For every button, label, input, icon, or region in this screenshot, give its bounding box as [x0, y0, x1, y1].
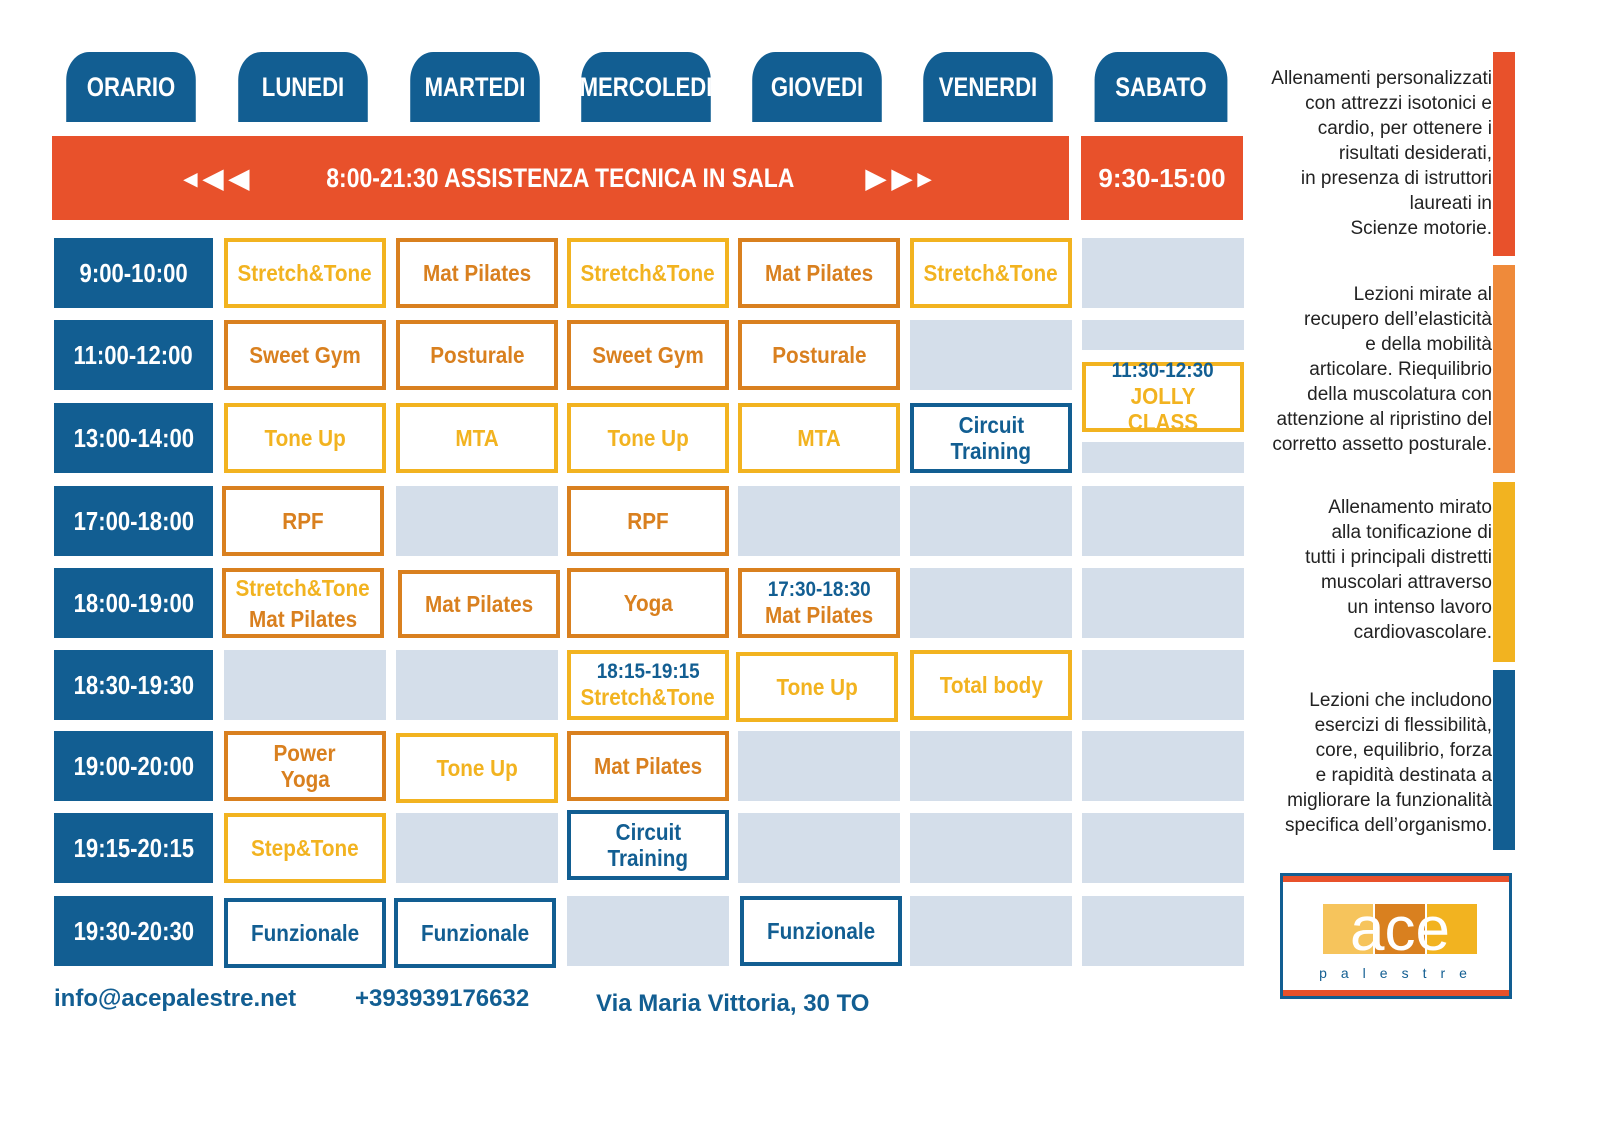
class-stretch-tone: [567, 238, 729, 308]
footer-address: Via Maria Vittoria, 30 TO: [596, 990, 870, 1017]
accent-bar-red: [1493, 52, 1515, 256]
footer-email[interactable]: info@acepalestre.net: [54, 985, 297, 1012]
class-label: Funzionale: [420, 920, 530, 946]
class-label: Posturale: [771, 342, 867, 368]
description-line: specifica dell’organismo.: [1285, 815, 1492, 836]
time-label: 18:00-19:00: [73, 587, 194, 618]
empty-cell: [1082, 568, 1244, 638]
description-line: cardiovascolare.: [1353, 622, 1492, 643]
header-day-venerdi: [923, 52, 1053, 122]
empty-cell: [1082, 320, 1244, 350]
empty-cell: [1082, 238, 1244, 308]
class-tone-up: [396, 733, 558, 803]
empty-cell: [910, 896, 1072, 966]
class-power-yoga: [224, 731, 386, 801]
class-label: Stretch&Tone: [923, 260, 1059, 286]
empty-cell: [910, 486, 1072, 556]
class-stretch-tone: [224, 238, 386, 308]
time-slot: [54, 403, 213, 473]
time-slot: [54, 568, 213, 638]
class-stretch-tone: [567, 650, 729, 720]
class-label: Posturale: [429, 342, 525, 368]
class-stretch-tone: [910, 238, 1072, 308]
class-tone-up: [736, 652, 898, 722]
class-label: Step&Tone: [251, 835, 359, 861]
class-sweet-gym: [224, 320, 386, 390]
empty-cell: [567, 896, 729, 966]
class-label: Yoga: [280, 766, 330, 792]
class-funzionale: [740, 896, 902, 966]
class-step-tone: [224, 813, 386, 883]
ace-logo-icon: [1283, 876, 1509, 996]
class-label: Circuit: [615, 819, 681, 845]
header-day-label: MARTEDI: [424, 71, 526, 102]
ace-palestre-logo: [1280, 873, 1512, 999]
empty-cell: [910, 568, 1072, 638]
empty-cell: [396, 650, 558, 720]
class-label: Mat Pilates: [764, 602, 874, 628]
description-line: alla tonificazione di: [1331, 522, 1492, 543]
class-label: Funzionale: [766, 918, 876, 944]
time-slot: [54, 650, 213, 720]
class-label: Mat Pilates: [248, 605, 358, 632]
description-line: articolare. Riequilibrio: [1309, 359, 1492, 380]
description-functional: [1262, 688, 1492, 838]
header-day-sabato: [1095, 52, 1228, 122]
class-mat-pilates: [396, 238, 558, 308]
header-day-label: GIOVEDI: [770, 71, 864, 102]
empty-cell: [1082, 731, 1244, 801]
time-label: 13:00-14:00: [73, 422, 194, 453]
class-label: Mat Pilates: [422, 260, 532, 286]
class-label: Tone Up: [607, 425, 689, 451]
class-label: Training: [950, 438, 1032, 464]
description-line: muscolari attraverso: [1320, 572, 1492, 593]
description-line: e rapidità destinata a: [1315, 765, 1492, 786]
header-day-giovedi: [752, 52, 882, 122]
time-label: 17:00-18:00: [73, 505, 194, 536]
class-total-body: [910, 650, 1072, 720]
class-rpf: [567, 486, 729, 556]
description-line: laureati in: [1409, 193, 1492, 214]
empty-cell: [1082, 486, 1244, 556]
description-line: core, equilibrio, forza: [1315, 740, 1492, 761]
description-line: Scienze motorie.: [1350, 218, 1492, 239]
time-slot: [54, 238, 213, 308]
header-day-label: SABATO: [1115, 71, 1207, 102]
class-label: JOLLY CLASS: [1127, 383, 1199, 435]
class-label: Sweet Gym: [249, 342, 361, 368]
time-label: 19:15-20:15: [73, 832, 194, 863]
description-toning: [1262, 495, 1492, 645]
class-label: Training: [607, 845, 689, 871]
class-sweet-gym: [567, 320, 729, 390]
class-label: Mat Pilates: [593, 753, 703, 779]
empty-cell: [910, 320, 1072, 390]
assistance-banner: [52, 136, 1069, 220]
header-day-label: VENERDI: [938, 71, 1038, 102]
header-day-mercoledi: [581, 52, 711, 122]
class-mat-pilates: [398, 570, 560, 638]
class-label: Funzionale: [250, 920, 360, 946]
description-line: tutti i principali distretti: [1305, 547, 1492, 568]
logo-brand: ace: [1350, 895, 1450, 964]
class-mta: [396, 403, 558, 473]
right-arrows-icon: ▶▶▸: [865, 162, 937, 193]
time-slot: [54, 731, 213, 801]
description-line: Lezioni mirate al: [1353, 284, 1492, 305]
description-posture: [1262, 282, 1492, 457]
description-line: migliorare la funzionalità: [1287, 790, 1492, 811]
description-line: Lezioni che includono: [1309, 690, 1492, 711]
empty-cell: [396, 813, 558, 883]
empty-cell: [910, 813, 1072, 883]
header-orario: [66, 52, 196, 122]
description-line: recupero dell’elasticità: [1304, 309, 1492, 330]
class-label: Total body: [939, 672, 1043, 698]
class-label: Mat Pilates: [424, 591, 534, 617]
header-day-label: MERCOLEDI: [579, 71, 713, 102]
accent-bar-blue: [1493, 670, 1515, 850]
description-line: un intenso lavoro: [1347, 597, 1492, 618]
class-label: Power: [273, 740, 337, 766]
description-line: corretto assetto posturale.: [1272, 434, 1492, 455]
left-arrows-icon: ◂◀◀: [184, 162, 256, 193]
time-label: 19:30-20:30: [73, 915, 194, 946]
class-posturale: [396, 320, 558, 390]
empty-cell: [738, 813, 900, 883]
header-orario-label: ORARIO: [86, 71, 176, 102]
empty-cell: [738, 731, 900, 801]
empty-cell: [738, 486, 900, 556]
accent-bar-orange: [1493, 265, 1515, 473]
time-slot: [54, 320, 213, 390]
empty-cell: [910, 731, 1072, 801]
accent-bar-yellow: [1493, 482, 1515, 662]
class-mat-pilates: [738, 568, 900, 638]
class-label: Circuit: [958, 412, 1024, 438]
class-funzionale: [224, 898, 386, 968]
class-label: Stretch&Tone: [237, 260, 373, 286]
class-label: MTA: [797, 425, 841, 451]
empty-cell: [1082, 813, 1244, 883]
empty-cell: [1082, 896, 1244, 966]
class-label: Stretch&Tone: [580, 684, 716, 710]
class-label: Sweet Gym: [592, 342, 704, 368]
footer-phone[interactable]: +393939176632: [355, 985, 530, 1012]
time-label: 18:30-19:30: [73, 669, 194, 700]
class-circuit-training: [910, 403, 1072, 473]
time-label: 11:00-12:00: [73, 339, 194, 370]
time-label: 19:00-20:00: [73, 750, 194, 781]
description-line: cardio, per ottenere i: [1317, 118, 1492, 139]
class-label: Stretch&Tone: [580, 260, 716, 286]
empty-cell: [1082, 650, 1244, 720]
description-line: attenzione al ripristino del: [1276, 409, 1492, 430]
saturday-hours: 9:30-15:00: [1081, 136, 1243, 220]
empty-cell: [224, 650, 386, 720]
description-line: esercizi di flessibilità,: [1314, 715, 1492, 736]
description-line: con attrezzi isotonici e: [1305, 93, 1492, 114]
time-slot: [54, 486, 213, 556]
class-yoga: [567, 568, 729, 638]
logo-sub: palestre: [1319, 965, 1481, 981]
class-mta: [738, 403, 900, 473]
class-label: RPF: [627, 508, 669, 534]
header-day-label: LUNEDI: [261, 71, 345, 102]
time-slot: [54, 813, 213, 883]
class-tone-up: [567, 403, 729, 473]
class-circuit-training: [567, 810, 729, 880]
class-time: 18:15-19:15: [596, 660, 700, 683]
class-label: Stretch&Tone: [235, 574, 371, 601]
time-slot: [54, 896, 213, 966]
header-day-martedi: [410, 52, 540, 122]
description-line: risultati desiderati,: [1338, 143, 1492, 164]
description-line: in presenza di istruttori: [1300, 168, 1492, 189]
class-stretch-tone-mat-pilates: [222, 568, 384, 638]
class-label: Tone Up: [264, 425, 346, 451]
class-jolly-class: [1082, 359, 1244, 435]
description-gym: [1262, 66, 1492, 241]
time-label: 9:00-10:00: [79, 257, 188, 288]
class-label: MTA: [455, 425, 499, 451]
description-line: e della mobilità: [1365, 334, 1492, 355]
description-line: Allenamento mirato: [1328, 497, 1492, 518]
header-day-lunedi: [238, 52, 368, 122]
class-label: Tone Up: [776, 674, 858, 700]
assistance-text: 8:00-21:30 ASSISTENZA TECNICA IN SALA: [326, 162, 795, 193]
class-label: Mat Pilates: [764, 260, 874, 286]
class-mat-pilates: [567, 731, 729, 801]
class-tone-up: [224, 403, 386, 473]
empty-cell: [1082, 442, 1244, 473]
class-label: RPF: [282, 508, 324, 534]
class-funzionale: [394, 898, 556, 968]
class-rpf: [222, 486, 384, 556]
description-line: Allenamenti personalizzati: [1271, 68, 1492, 89]
empty-cell: [396, 486, 558, 556]
class-time: 17:30-18:30: [767, 578, 871, 601]
class-label: Yoga: [623, 590, 673, 616]
class-posturale: [738, 320, 900, 390]
description-line: della muscolatura con: [1307, 384, 1492, 405]
class-mat-pilates: [738, 238, 900, 308]
class-label: Tone Up: [436, 755, 518, 781]
class-time: 11:30-12:30: [1112, 359, 1214, 382]
